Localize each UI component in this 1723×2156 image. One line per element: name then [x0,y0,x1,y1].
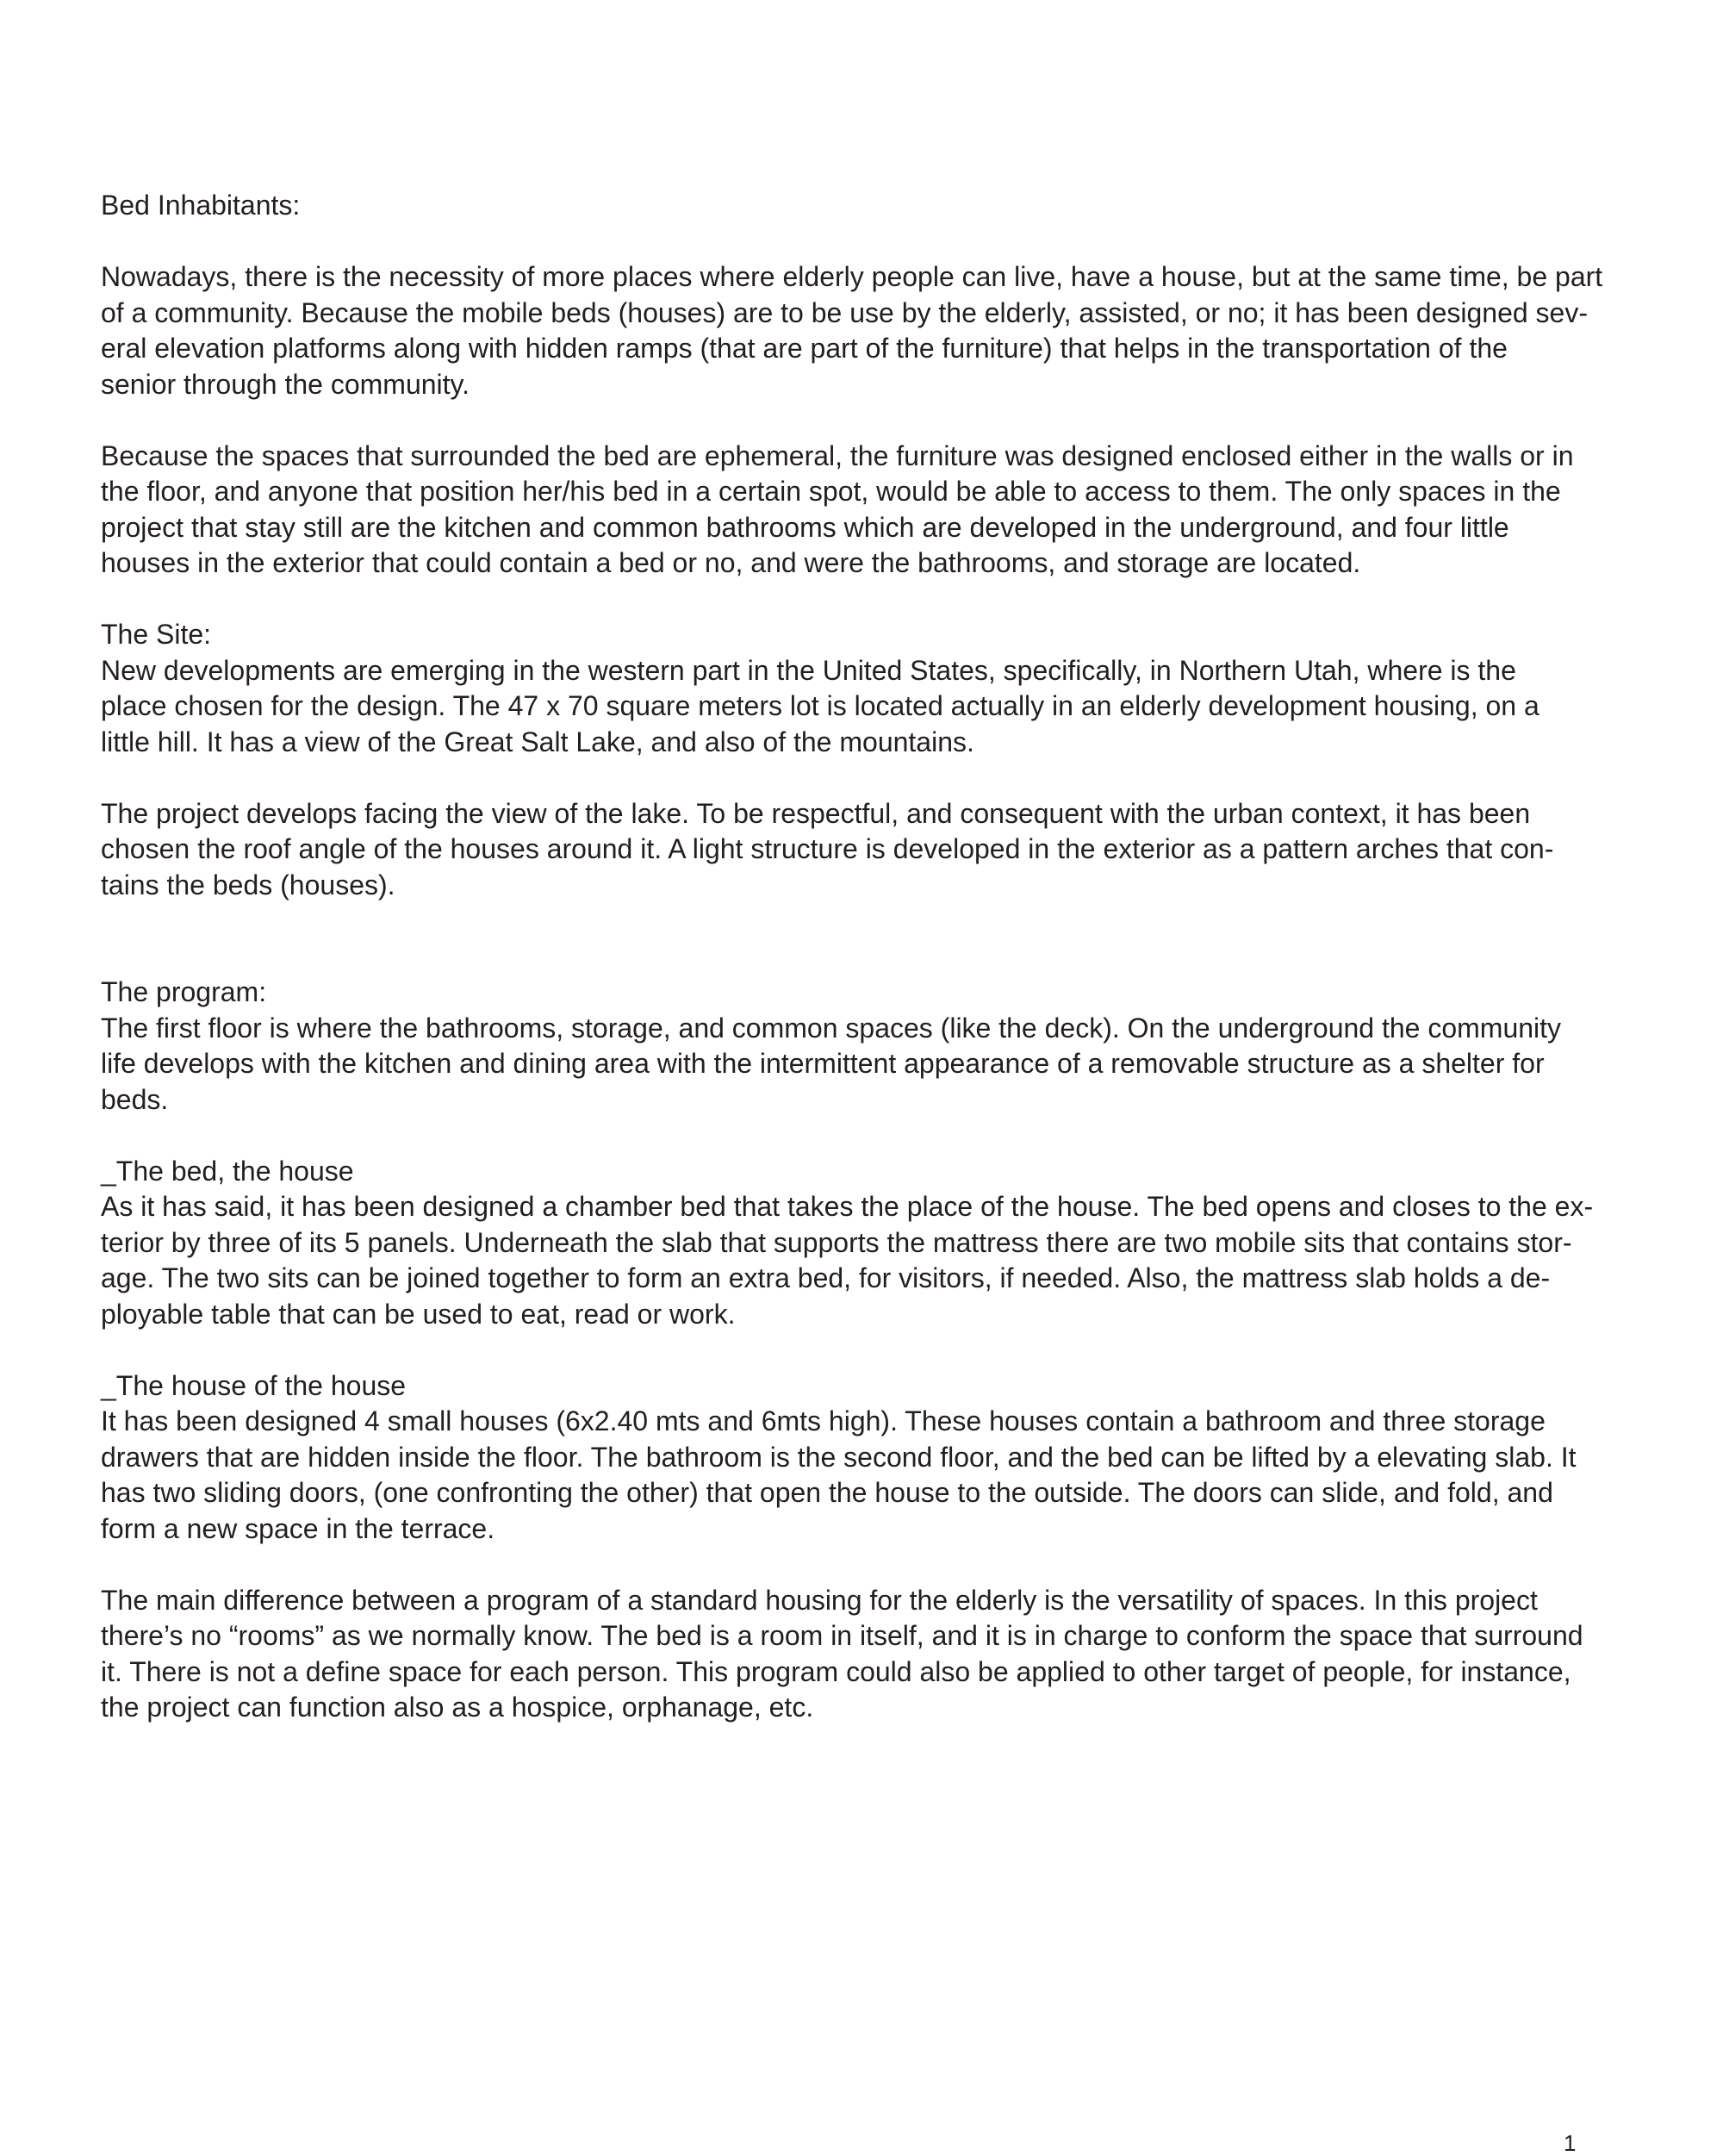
section-heading-the-program: The program: [101,976,267,1007]
document-page [101,188,1617,1726]
paragraph-small-houses: It has been designed 4 small houses (6x2.40 mts and 6mts high). These houses contain a bathroom and three storage drawers that are hidden inside the floor. The bathroom is the second floor, and the bed can be lifted by a elevating slab. It has two sliding doors, (one confronting the other) that open the house to the outside. The doors can slide, and fold, and form a new space in the terrace. [101,1405,1577,1544]
paragraph-site-orientation: The project develops facing the view of the lake. To be respectful, and consequent with the urban context, it has been chosen the roof angle of the houses around it. A light structure is developed in the exterior as a pattern arches that con- tains the beds (houses). [101,797,1554,900]
spacer [101,1547,1617,1583]
spacer [101,582,1617,618]
spacer [101,1118,1617,1154]
section-heading-house-of-house: _The house of the house [101,1369,407,1401]
spacer [101,402,1617,439]
paragraph-chamber-bed: As it has said, it has been designed a chamber bed that takes the place of the house. The bed opens and closes to the ex- terior by three of its 5 panels. Underneath the slab that supports the mattress there are two mobile sits that contains stor- age. The two sits can be joined together to form an extra bed, for visitors, if needed. Also, the mattress slab holds a de- ployable table that can be used to eat, read or work. [101,1191,1594,1330]
section-heading-the-site: The Site: [101,619,212,650]
paragraph-ephemeral-spaces: Because the spaces that surrounded the bed are ephemeral, the furniture was designed enclosed either in the walls or in the floor, and anyone that position her/his bed in a certain spot, would be able to access to them. The only spaces in the project that stay still are the kitchen and common bathrooms which are developed in the underground, and four little houses in the exterior that could contain a bed or no, and were the bathrooms, and storage are located. [101,439,1574,578]
section-heading-bed-house: _The bed, the house [101,1155,354,1187]
paragraph-versatility: The main difference between a program of a standard housing for the elderly is the versatility of spaces. In this project there’s no “rooms” as we normally know. The bed is a room in itself, and it is in charge to conform the space that surround it. There is not a define space for each person. This program could also be applied to other target of people, for instance, the project can function also as a hospice, orphanage, etc. [101,1584,1583,1723]
paragraph-program: The first floor is where the bathrooms, storage, and common spaces (like the deck). On the underground the community life develops with the kitchen and dining area with the intermittent appearance of a removable structure as a shelter for beds. [101,1012,1562,1115]
section-heading-bed-inhabitants: Bed Inhabitants: [101,190,301,221]
spacer [101,224,1617,260]
page-number: 1 [1564,2130,1577,2156]
paragraph-intro: Nowadays, there is the necessity of more places where elderly people can live, have a house, but at the same time, be part of a community. Because the mobile beds (houses) are to be use by the elderly, assisted, or no; it has been designed sev- eral elevation platforms along with hidden ramps (that are part of the furniture) that helps in the transportation of the senior through the community. [101,261,1603,400]
spacer [101,903,1617,975]
spacer [101,1332,1617,1368]
spacer [101,760,1617,796]
paragraph-site-location: New developments are emerging in the western part in the United States, specifically, in Northern Utah, where is the place chosen for the design. The 47 x 70 square meters lot is located actually in an elderly development housing, on a little hill. It has a view of the Great Salt Lake, and also of the mountains. [101,654,1540,757]
